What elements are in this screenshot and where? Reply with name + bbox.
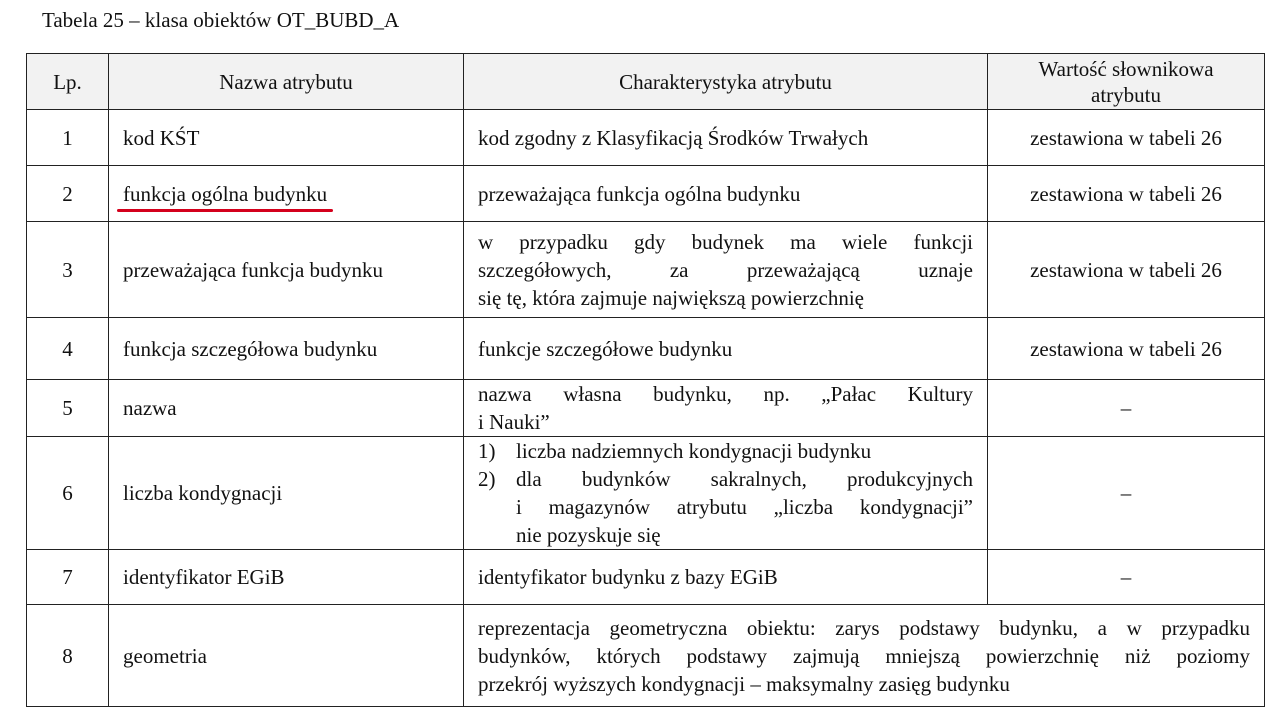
row-number: 3: [27, 222, 109, 318]
text-line: i Nauki”: [478, 410, 550, 434]
table-header-row: [27, 54, 1265, 110]
dictionary-value: zestawiona w tabeli 26: [988, 110, 1265, 166]
text-line: liczba nadziemnych kondygnacji budynku: [516, 439, 872, 463]
row-number: 4: [27, 318, 109, 380]
row-number: 1: [27, 110, 109, 166]
dictionary-value: –: [988, 550, 1265, 605]
dictionary-value: zestawiona w tabeli 26: [988, 166, 1265, 222]
attribute-name: identyfikator EGiB: [109, 550, 464, 605]
row-number: 8: [27, 605, 109, 707]
table-caption: Tabela 25 – klasa obiektów OT_BUBD_A: [42, 8, 400, 32]
text-line: budynków, których podstawy zajmują mniejszą powierzchnię niż poziomy: [478, 643, 1250, 668]
list-item-number: 2): [478, 467, 496, 491]
row-number: 5: [27, 380, 109, 437]
list-item: [478, 437, 973, 465]
attribute-characteristic: identyfikator budynku z bazy EGiB: [464, 550, 988, 605]
text-line: dla budynków sakralnych, produkcyjnych: [516, 467, 973, 491]
row-number: 6: [27, 437, 109, 550]
row-number: 7: [27, 550, 109, 605]
dictionary-value: –: [988, 380, 1265, 437]
dictionary-value: zestawiona w tabeli 26: [988, 222, 1265, 318]
attribute-name: kod KŚT: [109, 110, 464, 166]
red-underline-annotation: funkcja ogólna budynku: [123, 181, 328, 206]
table-row: [27, 166, 1265, 222]
dictionary-value: zestawiona w tabeli 26: [988, 318, 1265, 380]
attribute-characteristic: [464, 222, 988, 318]
list-item: [478, 465, 973, 549]
attribute-characteristic-wide: [464, 605, 1265, 707]
row-number: 2: [27, 166, 109, 222]
list-item-number: 1): [478, 439, 496, 463]
list-item-text: [516, 437, 973, 465]
attribute-characteristic: [464, 380, 988, 437]
attribute-name: przeważająca funkcja budynku: [109, 222, 464, 318]
dictionary-value: –: [988, 437, 1265, 550]
header-dictionary-value: Wartość słownikowa atrybutu: [988, 54, 1265, 110]
list-item-text: [516, 465, 973, 549]
table-row: [27, 437, 1265, 550]
attribute-characteristic: kod zgodny z Klasyfikacją Środków Trwałych: [464, 110, 988, 166]
table-row: [27, 605, 1265, 707]
text-line: i magazynów atrybutu „liczba kondygnacji”: [516, 495, 973, 519]
attribute-name: funkcja szczegółowa budynku: [109, 318, 464, 380]
text-line: się tę, która zajmuje największą powierzchnię: [478, 285, 864, 310]
text-line: nazwa własna budynku, np. „Pałac Kultury: [478, 382, 973, 406]
attribute-name: nazwa: [109, 380, 464, 437]
text-line: nie pozyskuje się: [516, 523, 661, 547]
text-line: szczegółowych, za przeważającą uznaje: [478, 257, 973, 282]
attribute-characteristic: przeważająca funkcja ogólna budynku: [464, 166, 988, 222]
table-row: [27, 318, 1265, 380]
attribute-name: liczba kondygnacji: [109, 437, 464, 550]
text-line: przekrój wyższych kondygnacji – maksymalny zasięg budynku: [478, 671, 1010, 696]
attribute-characteristic: [464, 437, 988, 550]
attributes-table: [26, 53, 1265, 707]
header-name: Nazwa atrybutu: [109, 54, 464, 110]
attribute-name: geometria: [109, 605, 464, 707]
numbered-list: [478, 437, 973, 549]
table-row: [27, 110, 1265, 166]
header-lp: Lp.: [27, 54, 109, 110]
table-row: [27, 380, 1265, 437]
text-line: w przypadku gdy budynek ma wiele funkcji: [478, 229, 973, 254]
table-row: [27, 222, 1265, 318]
header-characteristic: Charakterystyka atrybutu: [464, 54, 988, 110]
attribute-characteristic: funkcje szczegółowe budynku: [464, 318, 988, 380]
table-row: [27, 550, 1265, 605]
attribute-name-highlighted: [109, 166, 464, 222]
text-line: reprezentacja geometryczna obiektu: zarys podstawy budynku, a w przypadku: [478, 615, 1250, 640]
